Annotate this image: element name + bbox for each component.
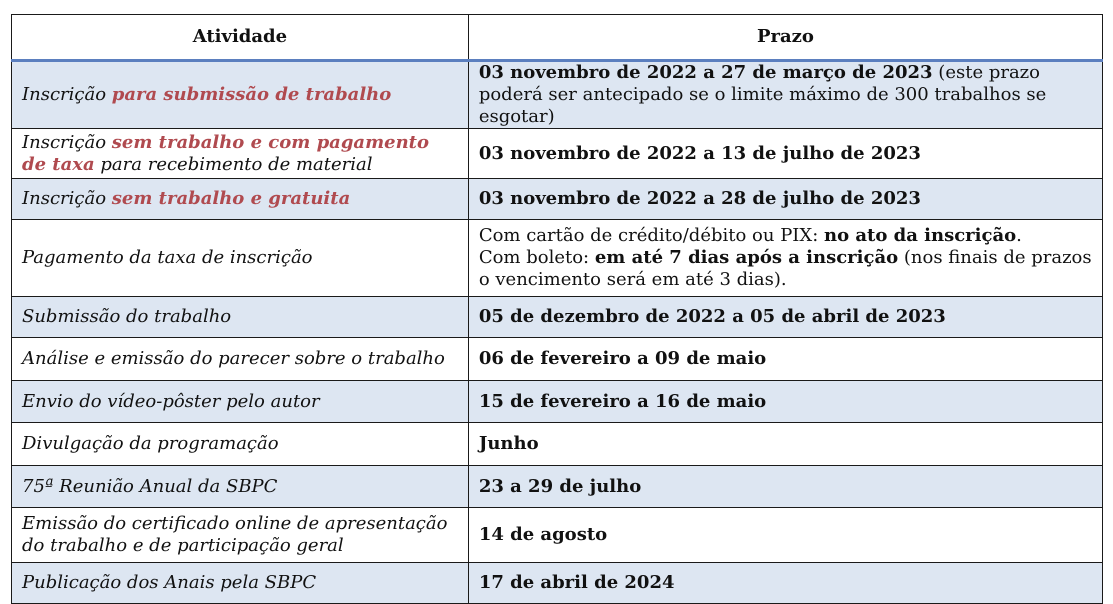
deadline-column-header: Prazo [468,15,1102,61]
highlighted-text: para submissão de trabalho [111,84,392,105]
cell-text: Pagamento da taxa de inscrição [22,247,313,268]
table-row [12,220,1103,297]
highlighted-text: sem trabalho e gratuita [111,188,351,209]
deadline-cell [468,381,1102,423]
table-row [12,563,1103,604]
bold-text: 15 de fevereiro a 16 de maio [478,390,767,412]
schedule-body [12,61,1103,604]
activity-cell [12,466,469,508]
activity-cell [12,297,469,338]
header-row [12,15,1103,61]
activity-cell [12,129,469,179]
bold-text: 06 de fevereiro a 09 de maio [478,348,767,369]
table-row [12,381,1103,423]
table-row [12,179,1103,220]
bold-text: 17 de abril de 2024 [478,572,675,593]
highlighted-text: sem trabalho e com pagamento de taxa [22,131,429,175]
bold-text: Junho [478,433,539,454]
deadline-cell [468,129,1102,179]
cell-text: Inscrição [22,84,112,105]
deadline-cell [468,466,1102,508]
schedule-table [11,14,1103,604]
bold-text: 03 novembro de 2022 a 28 de julho de 2023 [478,188,921,209]
cell-text: Submissão do trabalho [22,306,232,327]
deadline-cell [468,61,1102,129]
activity-cell [12,61,469,129]
cell-text: Envio do vídeo-pôster pelo autor [22,390,320,412]
cell-text: Com cartão de crédito/débito ou PIX: [478,225,825,246]
deadline-cell [468,338,1102,381]
bold-text: no ato da inscrição [824,225,1017,246]
schedule-table-container [11,14,1103,604]
cell-text: Inscrição [22,188,112,209]
cell-text: (nos finais de prazos o vencimento será em até 3 dias). [478,247,1092,290]
table-row [12,61,1103,129]
table-row [12,338,1103,381]
activity-cell [12,381,469,423]
cell-text: 75ª Reunião Anual da SBPC [22,475,278,497]
activity-cell [12,508,469,563]
cell-text: . [1016,225,1022,246]
table-row [12,423,1103,466]
deadline-cell [468,220,1102,297]
bold-text: 05 de dezembro de 2022 a 05 de abril de 2023 [478,306,946,327]
bold-text: 23 a 29 de julho [478,475,642,497]
deadline-cell [468,508,1102,563]
cell-text: Com boleto: [478,247,595,268]
bold-text: 14 de agosto [478,524,608,545]
bold-text: em até 7 dias após a inscrição [594,247,899,268]
deadline-cell [468,297,1102,338]
cell-text: Emissão do certificado online de apresentação do trabalho e de participação geral [22,513,448,556]
activity-cell [12,423,469,466]
activity-cell [12,338,469,381]
table-row [12,508,1103,563]
table-row [12,466,1103,508]
bold-text: 03 novembro de 2022 a 27 de março de 2023 [478,62,933,83]
activity-cell [12,220,469,297]
deadline-cell [468,179,1102,220]
cell-text: Análise e emissão do parecer sobre o trabalho [22,348,445,369]
cell-text: Divulgação da programação [22,433,279,454]
table-row [12,297,1103,338]
cell-text: Publicação dos Anais pela SBPC [22,572,317,593]
bold-text: 03 novembro de 2022 a 13 de julho de 2023 [478,142,921,164]
table-row [12,129,1103,179]
activity-cell [12,563,469,604]
cell-text: Inscrição [22,131,112,153]
cell-text: (este prazo poderá ser antecipado se o limite máximo de 300 trabalhos se esgotar) [478,62,1047,127]
deadline-cell [468,423,1102,466]
deadline-cell [468,563,1102,604]
activity-cell [12,179,469,220]
activity-column-header: Atividade [12,15,469,61]
cell-text: para recebimento de material [94,153,373,175]
